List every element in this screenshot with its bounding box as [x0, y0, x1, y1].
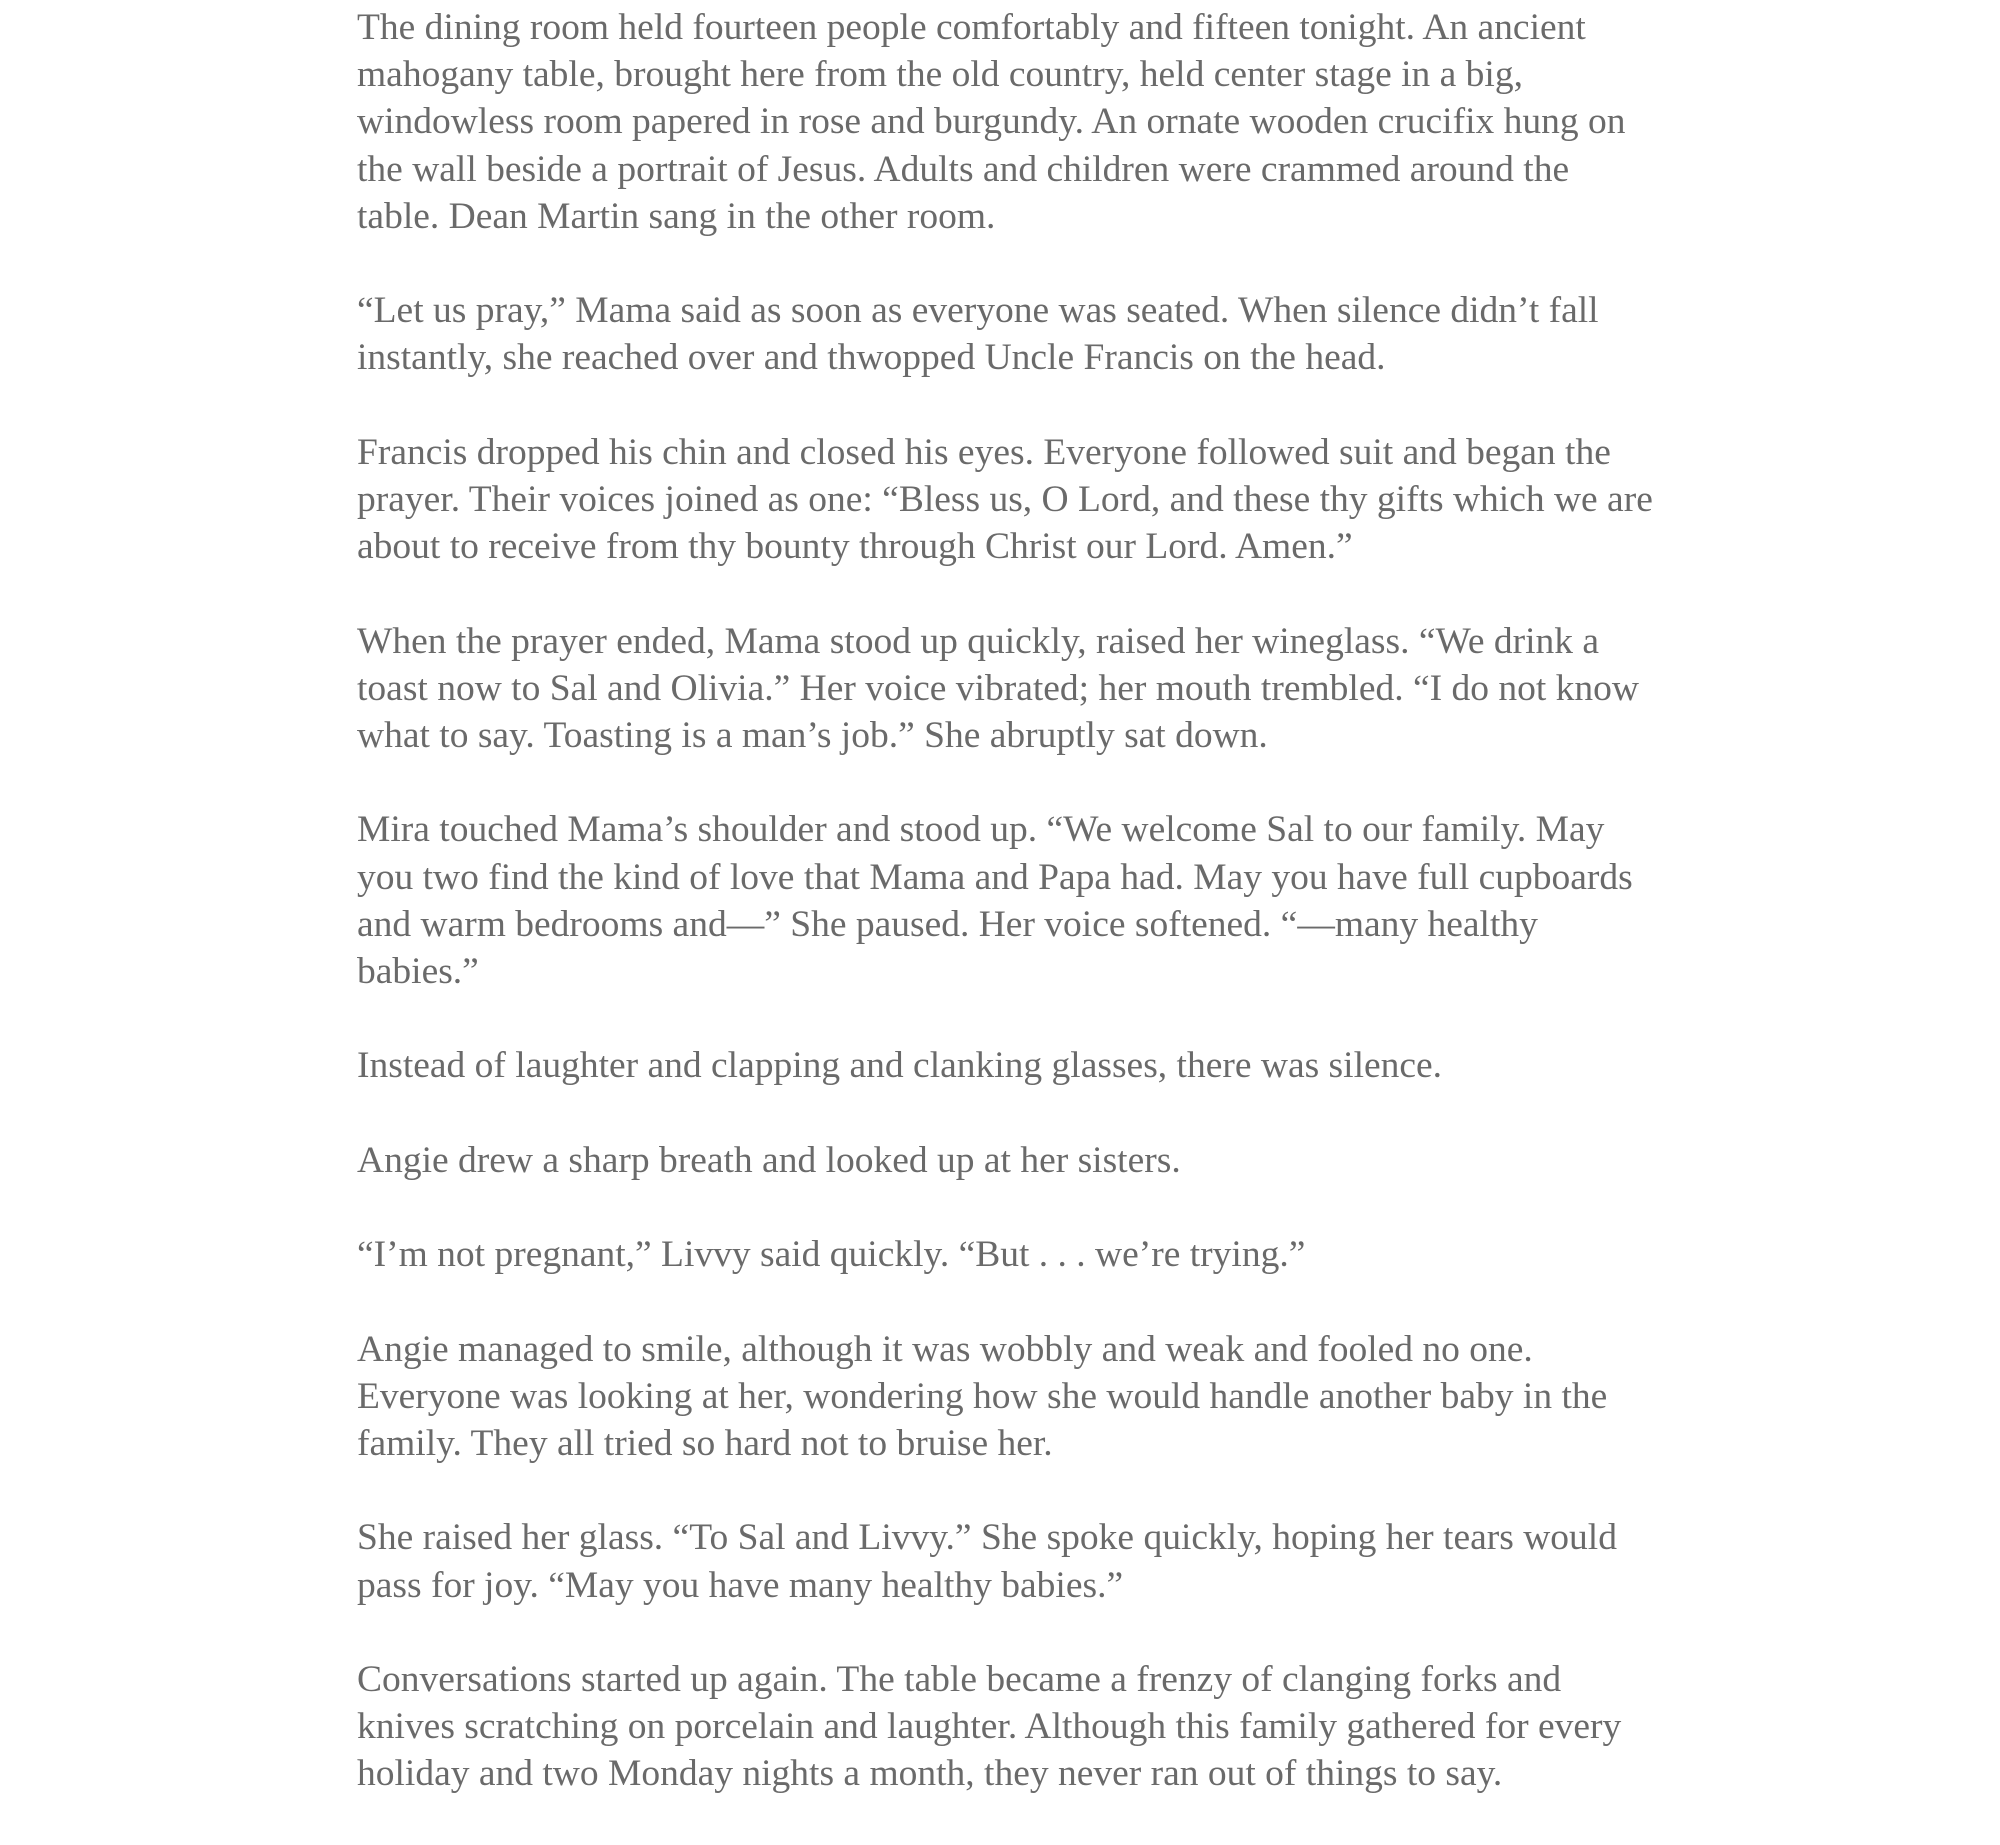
- paragraph-1: [357, 4, 1677, 240]
- text-line: Angie managed to smile, although it was wobbly and weak and fooled no one.: [357, 1328, 1533, 1370]
- text-line: mahogany table, brought here from the old country, held center stage in a big,: [357, 54, 1523, 96]
- paragraph-4: [357, 618, 1677, 760]
- text-line: knives scratching on porcelain and laughter. Although this family gathered for every: [357, 1706, 1622, 1748]
- paragraph-2: [357, 287, 1677, 381]
- paragraph-6: [357, 1042, 1677, 1089]
- text-line: She raised her glass. “To Sal and Livvy.” She spoke quickly, hoping her tears would: [357, 1517, 1617, 1559]
- text-line: Conversations started up again. The table became a frenzy of clanging forks and: [357, 1658, 1562, 1700]
- text-line: you two find the kind of love that Mama and Papa had. May you have full cupboards: [357, 856, 1633, 898]
- text-line: babies.”: [357, 951, 479, 992]
- text-line: holiday and two Monday nights a month, they never ran out of things to say.: [357, 1753, 1503, 1795]
- text-line: table. Dean Martin sang in the other room.: [357, 195, 996, 237]
- document-page: [357, 4, 1677, 1845]
- text-line: toast now to Sal and Olivia.” Her voice vibrated; her mouth trembled. “I do not know: [357, 667, 1639, 709]
- text-line: family. They all tried so hard not to bruise her.: [357, 1422, 1053, 1464]
- text-line: and warm bedrooms and—” She paused. Her voice softened. “—many healthy: [357, 903, 1538, 945]
- text-line: “I’m not pregnant,” Livvy said quickly. “But . . . we’re trying.”: [357, 1234, 1306, 1276]
- text-line: about to receive from thy bounty through Christ our Lord. Amen.”: [357, 526, 1353, 568]
- paragraph-3: [357, 429, 1677, 571]
- paragraph-8: [357, 1231, 1677, 1278]
- text-line: Everyone was looking at her, wondering how she would handle another baby in the: [357, 1375, 1608, 1417]
- text-line: Mira touched Mama’s shoulder and stood up. “We welcome Sal to our family. May: [357, 809, 1605, 851]
- paragraph-11: [357, 1656, 1677, 1798]
- text-line: the wall beside a portrait of Jesus. Adults and children were crammed around the: [357, 148, 1570, 190]
- text-line: instantly, she reached over and thwopped Uncle Francis on the head.: [357, 337, 1386, 379]
- text-line: The dining room held fourteen people comfortably and fifteen tonight. An ancient: [357, 7, 1586, 48]
- text-line: Angie drew a sharp breath and looked up at her sisters.: [357, 1139, 1181, 1181]
- text-line: Instead of laughter and clapping and clanking glasses, there was silence.: [357, 1045, 1443, 1087]
- text-line: what to say. Toasting is a man’s job.” She abruptly sat down.: [357, 715, 1268, 756]
- text-line: Francis dropped his chin and closed his eyes. Everyone followed suit and began the: [357, 431, 1611, 473]
- text-line: “Let us pray,” Mama said as soon as everyone was seated. When silence didn’t fall: [357, 290, 1599, 332]
- paragraph-9: [357, 1326, 1677, 1468]
- paragraph-10: [357, 1514, 1677, 1608]
- text-line: prayer. Their voices joined as one: “Bless us, O Lord, and these thy gifts which we are: [357, 479, 1653, 520]
- text-line: When the prayer ended, Mama stood up quickly, raised her wineglass. “We drink a: [357, 620, 1600, 662]
- text-line: windowless room papered in rose and burgundy. An ornate wooden crucifix hung on: [357, 101, 1626, 143]
- text-line: pass for joy. “May you have many healthy babies.”: [357, 1564, 1124, 1606]
- paragraph-7: [357, 1137, 1677, 1184]
- paragraph-5: [357, 806, 1677, 995]
